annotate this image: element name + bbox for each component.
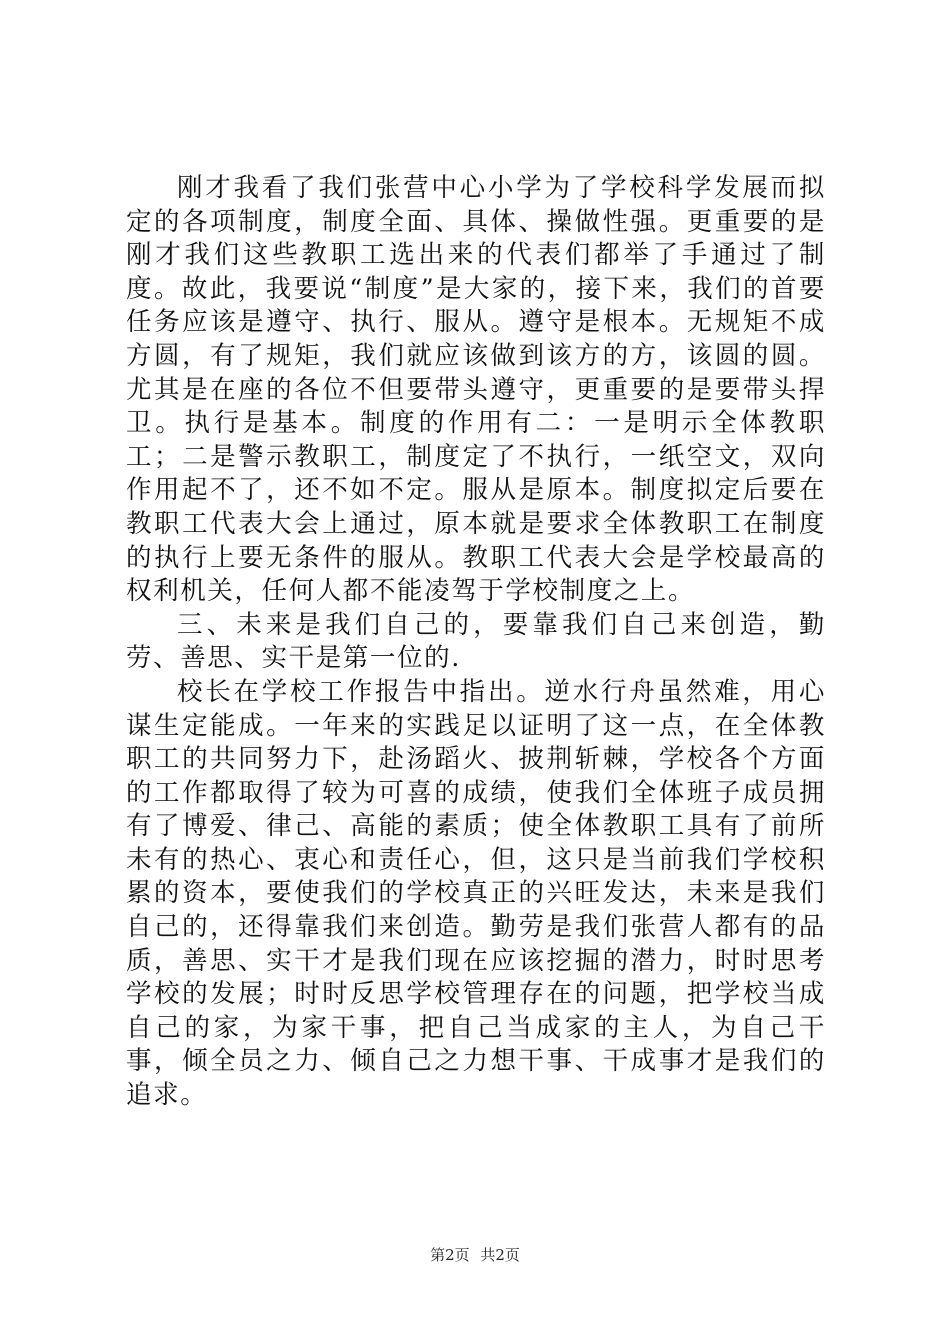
- page-footer: [0, 1245, 950, 1265]
- footer-total-pages: 共2页: [480, 1246, 520, 1264]
- document-body: [126, 172, 826, 1113]
- paragraph-principal-report: 校长在学校工作报告中指出。逆水行舟虽然难，用心谋生定能成。一年来的实践足以证明了这一点，在全体教职工的共同努力下，赴汤蹈火、披荆斩棘，学校各个方面的工作都取得了较为可喜的成绩，使我们全体班子成员拥有了博爱、律己、高能的素质；使全体教职工具有了前所未有的热心、衷心和责任心，但，这只是当前我们学校积累的资本，要使我们的学校真正的兴旺发达，未来是我们自己的，还得靠我们来创造。勤劳是我们张营人都有的品质，善思、实干才是我们现在应该挖掘的潜力，时时思考学校的发展；时时反思学校管理存在的问题，把学校当成自己的家，为家干事，把自己当成家的主人，为自己干事，倾全员之力、倾自己之力想干事、干成事才是我们的追求。: [126, 676, 826, 1111]
- footer-current-page: 第2页: [430, 1246, 470, 1264]
- paragraph-system-rules: 刚才我看了我们张营中心小学为了学校科学发展而拟定的各项制度，制度全面、具体、操做性强。更重要的是刚才我们这些教职工选出来的代表们都举了手通过了制度。故此，我要说“制度”是大家的，接下来，我们的首要任务应该是遵守、执行、服从。遵守是根本。无规矩不成方圆，有了规矩，我们就应该做到该方的方，该圆的圆。尤其是在座的各位不但要带头遵守，更重要的是要带头捍卫。执行是基本。制度的作用有二：一是明示全体教职工；二是警示教职工，制度定了不执行，一纸空文，双向作用起不了，还不如不定。服从是原本。制度拟定后要在教职工代表大会上通过，原本就是要求全体教职工在制度的执行上要无条件的服从。教职工代表大会是学校最高的权利机关，任何人都不能凌驾于学校制度之上。: [126, 173, 826, 607]
- paragraph-section-three-heading: 三、未来是我们自己的，要靠我们自己来创造，勤劳、善思、实干是第一位的.: [126, 609, 826, 674]
